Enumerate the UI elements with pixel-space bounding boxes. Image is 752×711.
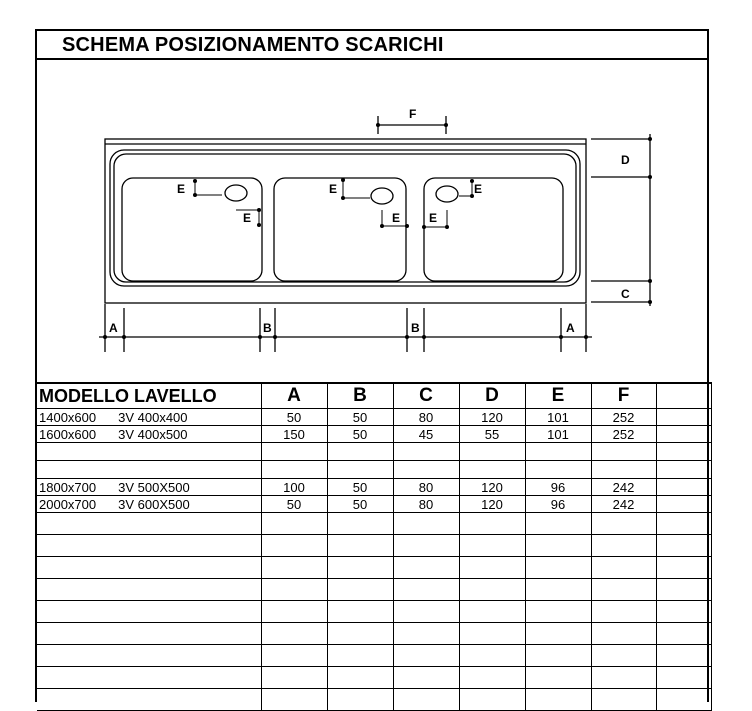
cell-d: 120 <box>459 479 525 496</box>
label-e: E <box>474 182 483 196</box>
label-e: E <box>392 211 401 225</box>
page-title: SCHEMA POSIZIONAMENTO SCARICHI <box>62 34 444 56</box>
header-extra <box>656 383 711 409</box>
model-variant: 3V 600X500 <box>118 496 190 512</box>
cell-d: 55 <box>459 426 525 443</box>
cell-empty <box>656 426 711 443</box>
cell-f: 252 <box>591 409 656 426</box>
cell-a: 150 <box>261 426 327 443</box>
table-header-row <box>37 383 711 409</box>
table-row-empty <box>37 689 711 711</box>
cell-a: 50 <box>261 496 327 513</box>
cell-a: 100 <box>261 479 327 496</box>
cell-empty <box>656 496 711 513</box>
sink-outline <box>105 139 586 303</box>
cell-d: 120 <box>459 496 525 513</box>
cell-b: 50 <box>327 426 393 443</box>
cell-c: 80 <box>393 496 459 513</box>
cell-empty <box>656 409 711 426</box>
header-e: E <box>525 383 591 409</box>
cell-c: 80 <box>393 409 459 426</box>
label-c: C <box>621 287 630 301</box>
header-model: MODELLO LAVELLO <box>37 383 261 409</box>
label-e: E <box>243 211 252 225</box>
label-d: D <box>621 153 630 167</box>
model-size: 1800x700 <box>39 479 97 495</box>
sink-diagram <box>37 60 707 412</box>
model-size: 1600x600 <box>39 426 97 442</box>
basin-center <box>274 178 406 281</box>
cell-e: 96 <box>525 479 591 496</box>
cell-e: 101 <box>525 409 591 426</box>
basin-left <box>122 178 262 281</box>
model-variant: 3V 500X500 <box>118 479 190 495</box>
cell-e: 101 <box>525 426 591 443</box>
label-e: E <box>177 182 186 196</box>
table-row <box>37 426 711 443</box>
model-cell <box>37 426 261 443</box>
model-size: 2000x700 <box>39 496 97 512</box>
header-b: B <box>327 383 393 409</box>
cell-c: 45 <box>393 426 459 443</box>
header-a: A <box>261 383 327 409</box>
header-d: D <box>459 383 525 409</box>
label-f: F <box>409 107 417 121</box>
sink-drawing <box>37 60 709 412</box>
cell-b: 50 <box>327 479 393 496</box>
basin-right <box>424 178 563 281</box>
table-row <box>37 496 711 513</box>
table-row-empty <box>37 601 711 623</box>
label-e: E <box>429 211 438 225</box>
drain-hole <box>371 188 393 204</box>
spec-sheet <box>35 29 709 702</box>
cell-f: 242 <box>591 496 656 513</box>
table-row-empty <box>37 461 711 479</box>
cell-a: 50 <box>261 409 327 426</box>
model-variant: 3V 400x500 <box>118 426 188 442</box>
model-cell <box>37 496 261 513</box>
table-row-empty <box>37 535 711 557</box>
label-b-left: B <box>263 321 272 335</box>
header-f: F <box>591 383 656 409</box>
title-bar <box>37 31 707 60</box>
table-row <box>37 409 711 426</box>
label-a-left: A <box>109 321 118 335</box>
model-size: 1400x600 <box>39 409 97 425</box>
model-variant: 3V 400x400 <box>118 409 188 425</box>
model-cell <box>37 409 261 426</box>
label-a-right: A <box>566 321 575 335</box>
drain-hole <box>225 185 247 201</box>
table-row <box>37 479 711 496</box>
table-row-empty <box>37 579 711 601</box>
drain-hole <box>436 186 458 202</box>
table-row-empty <box>37 645 711 667</box>
cell-d: 120 <box>459 409 525 426</box>
cell-e: 96 <box>525 496 591 513</box>
cell-empty <box>656 479 711 496</box>
cell-b: 50 <box>327 496 393 513</box>
table-row-empty <box>37 667 711 689</box>
label-e: E <box>329 182 338 196</box>
cell-f: 252 <box>591 426 656 443</box>
table-row-empty <box>37 557 711 579</box>
cell-f: 242 <box>591 479 656 496</box>
table-row-empty <box>37 443 711 461</box>
dimensions-table <box>37 382 712 711</box>
model-cell <box>37 479 261 496</box>
table-row-empty <box>37 513 711 535</box>
table-row-empty <box>37 623 711 645</box>
label-b-right: B <box>411 321 420 335</box>
header-c: C <box>393 383 459 409</box>
cell-c: 80 <box>393 479 459 496</box>
cell-b: 50 <box>327 409 393 426</box>
